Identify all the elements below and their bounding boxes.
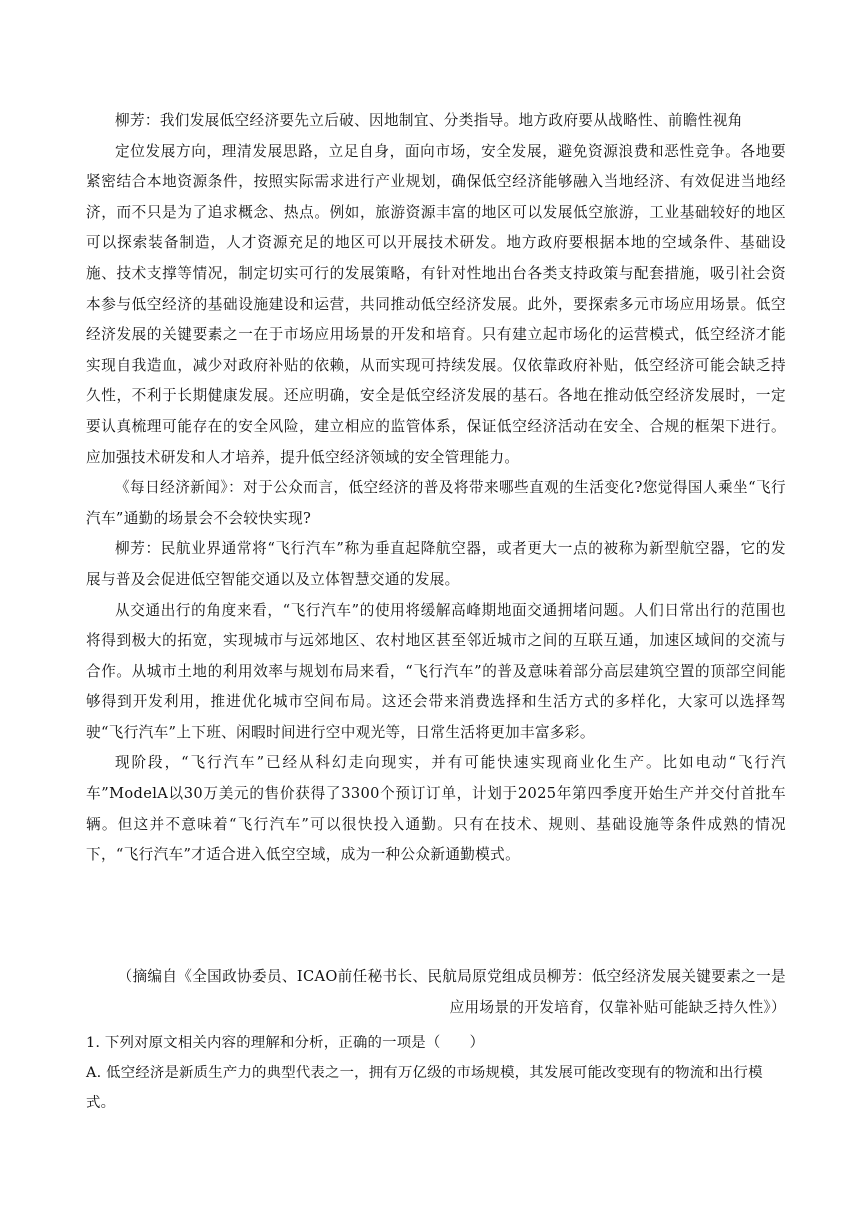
paragraph-1: 柳芳：我们发展低空经济要先立后破、因地制宜、分类指导。地方政府要从战略性、前瞻性视角 (115, 112, 743, 129)
paragraph-4: 柳芳：民航业界通常将“飞行汽车”称为垂直起降航空器，或者更大一点的被称为新型航空器，它的发展与普及会促进低空智能交通以及立体智慧交通的发展。 (86, 540, 786, 588)
article-body (86, 106, 786, 871)
question-1 (86, 1028, 786, 1118)
paragraph-5: 从交通出行的角度来看，“飞行汽车”的使用将缓解高峰期地面交通拥堵问题。人们日常出行的范围也将得到极大的拓宽，实现城市与远郊地区、农村地区甚至邻近城市之间的互联互通，加速区域间的交流与合作。从城市土地的利用效率与规划布局来看，“飞行汽车”的普及意味着部分高层建筑空置的顶部空间能够得到开发利用，推进优化城市空间布局。这还会带来消费选择和生活方式的多样化，大家可以选择驾驶“飞行汽车”上下班、闲暇时间进行空中观光等，日常生活将更加丰富多彩。 (86, 601, 786, 741)
paragraph-6: 现阶段，“飞行汽车”已经从科幻走向现实，并有可能快速实现商业化生产。比如电动“飞行汽车”ModelA以30万美元的售价获得了3300个预订订单，计划于2025年第四季度开始生产并交付首批车辆。但这并不意味着“飞行汽车”可以很快投入通勤。只有在技术、规则、基础设施等条件成熟的情况下，“飞行汽车”才适合进入低空空域，成为一种公众新通勤模式。 (86, 754, 786, 864)
question-stem: 1. 下列对原文相关内容的理解和分析，正确的一项是（ ） (86, 1035, 485, 1051)
citation-line-1: （摘编自《全国政协委员、ICAO前任秘书长、民航局原党组成员柳芳：低空经济发展关键要素之一是 (117, 968, 786, 985)
citation (118, 962, 786, 1023)
option-a: A. 低空经济是新质生产力的典型代表之一，拥有万亿级的市场规模，其发展可能改变现有的物流和出行模式。 (86, 1065, 763, 1111)
paragraph-3: 《每日经济新闻》：对于公众而言，低空经济的普及将带来哪些直观的生活变化?您觉得国人乘坐“飞行汽车”通勤的场景会不会较快实现? (86, 479, 786, 527)
citation-line-2: 应用场景的开发培育，仅靠补贴可能缺乏持久性》） (449, 998, 786, 1016)
paragraph-2: 定位发展方向，理清发展思路，立足自身，面向市场，安全发展，避免资源浪费和恶性竞争。各地要紧密结合本地资源条件，按照实际需求进行产业规划，确保低空经济能够融入当地经济、有效促进当地经济，而不只是为了追求概念、热点。例如，旅游资源丰富的地区可以发展低空旅游，工业基础较好的地区可以探索装备制造，人才资源充足的地区可以开展技术研发。地方政府要根据本地的空域条件、基础设施、技术支撑等情况，制定切实可行的发展策略，有针对性地出台各类支持政策与配套措施，吸引社会资本参与低空经济的基础设施建设和运营，共同推动低空经济发展。此外，要探索多元市场应用场景。低空经济发展的关键要素之一在于市场应用场景的开发和培育。只有建立起市场化的运营模式，低空经济才能实现自我造血，减少对政府补贴的依赖，从而实现可持续发展。仅依靠政府补贴，低空经济可能会缺乏持久性，不利于长期健康发展。还应明确，安全是低空经济发展的基石。各地在推动低空经济发展时，一定要认真梳理可能存在的安全风险，建立相应的监管体系，保证低空经济活动在安全、合规的框架下进行。应加强技术研发和人才培养，提升低空经济领域的安全管理能力。 (86, 142, 786, 466)
